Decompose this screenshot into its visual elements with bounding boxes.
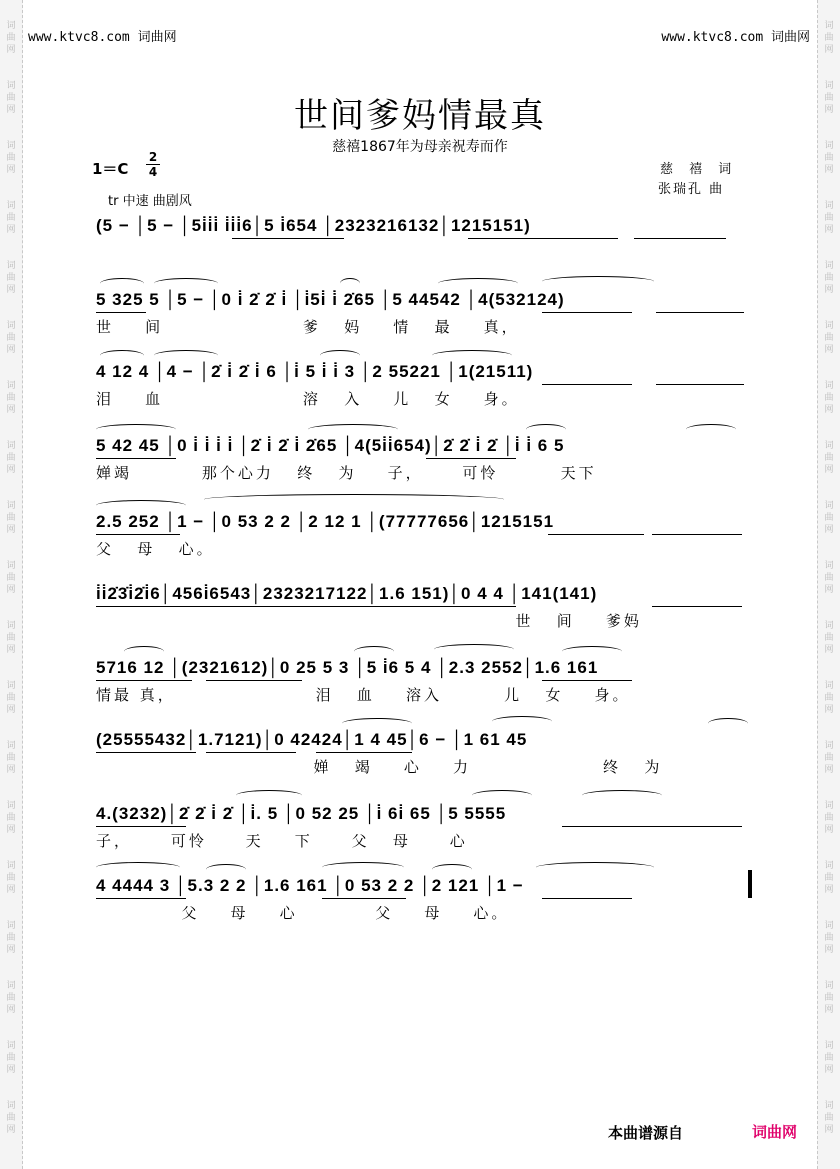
- notation-line: 4 4444 3 │5.3 2 2 │1.6 161 │0 53 2 2 │2 121 │1 −: [96, 876, 524, 895]
- notation-line: (25555432│1.7121)│0 42424│1 4 45│6 − │1 61 45: [96, 730, 528, 749]
- side-watermark: 词 曲 网: [6, 801, 16, 835]
- side-watermark: 词 曲 网: [824, 981, 834, 1015]
- score-row: [96, 658, 756, 728]
- page-title: 世间爹妈情最真: [294, 96, 546, 136]
- side-watermark: 词 曲 网: [824, 921, 834, 955]
- notation-line: 5 325 5 │5 − │0 i̇ 2̇ 2̇ i̇ │i̇5i̇ i̇ 2̇65 │5 44542 │4(532124): [96, 290, 565, 309]
- time-signature-bottom: 4: [148, 165, 158, 179]
- side-watermark: 词 曲 网: [824, 441, 834, 475]
- side-watermark: 词 曲 网: [824, 141, 834, 175]
- final-barline: [748, 870, 752, 898]
- lyric-line: 世 间 爹 妈 情 最 真，: [96, 318, 520, 336]
- header-url-right[interactable]: www.ktvc8.com 词曲网: [661, 30, 810, 45]
- notation-line: i̇i̇2̇3̇i̇2̇i̇6│456i̇6543│2323217122│1.6 151)│0 4 4 │141(141): [96, 584, 598, 603]
- score-row: [96, 216, 756, 286]
- time-signature-top: 2: [148, 150, 158, 164]
- notation-line: 2.5 252 │1 − │0 53 2 2 │2 12 1 │(77777656│1215151: [96, 512, 555, 531]
- side-watermark: 词 曲 网: [6, 501, 16, 535]
- side-watermark: 词 曲 网: [6, 441, 16, 475]
- side-watermark: 词 曲 网: [6, 21, 16, 55]
- lyric-line: 父 母 心 父 母 心。: [96, 904, 510, 922]
- side-watermark: 词 曲 网: [824, 561, 834, 595]
- side-watermark: 词 曲 网: [824, 861, 834, 895]
- notation-line: 4.(3232)│2̇ 2̇ i̇ 2̇ │i̇. 5 │0 52 25 │i̇ 6i̇ 65 │5 5555: [96, 804, 507, 823]
- source-label: 本曲谱源自: [608, 1124, 684, 1142]
- side-watermark: 词 曲 网: [824, 321, 834, 355]
- side-watermark: 词 曲 网: [6, 1041, 16, 1075]
- lyric-line: 世 间 爹妈: [96, 612, 642, 630]
- notation-line: (5 − │5 − │5i̇i̇i̇ i̇i̇i̇6│5 i̇654 │2323216132│1215151): [96, 216, 531, 235]
- side-watermark: 词 曲 网: [6, 1101, 16, 1135]
- side-watermark: 词 曲 网: [824, 1041, 834, 1075]
- lyricist-credit: 慈 禧 词: [660, 162, 738, 177]
- notation-line: 4 12 4 │4 − │2̇ i̇ 2̇ i̇ 6 │i̇ 5 i̇ i̇ 3 │2 55221 │1(21511): [96, 362, 534, 381]
- notation-line: 5716 12 │(2321612)│0 25 5 3 │5 i̇6 5 4 │2.3 2552│1.6 161: [96, 658, 599, 677]
- lyric-line: 泪 血 溶 入 儿 女 身。: [96, 390, 520, 408]
- page-subtitle: 慈禧1867年为母亲祝寿而作: [332, 139, 508, 155]
- side-watermark: 词 曲 网: [824, 621, 834, 655]
- notation-line: 5 42 45 │0 i̇ i̇ i̇ i̇ │2̇ i̇ 2̇ i̇ 2̇65 │4(5i̇i̇654)│2̇ 2̇ i̇ 2̇ │i̇ i̇ 6 5: [96, 436, 565, 455]
- lyric-line: 婵竭 那个心力 终 为 子， 可怜 天下: [96, 464, 597, 482]
- time-signature: [146, 150, 160, 179]
- side-watermark: 词 曲 网: [824, 801, 834, 835]
- side-watermark: 词 曲 网: [6, 81, 16, 115]
- side-watermark: 词 曲 网: [824, 741, 834, 775]
- side-watermark: 词 曲 网: [6, 261, 16, 295]
- side-watermark: 词 曲 网: [824, 501, 834, 535]
- side-watermark: 词 曲 网: [6, 561, 16, 595]
- key-signature: 1＝C: [92, 160, 129, 178]
- side-watermark: 词 曲 网: [6, 621, 16, 655]
- side-watermark: 词 曲 网: [824, 381, 834, 415]
- side-watermark: 词 曲 网: [824, 81, 834, 115]
- score-row: [96, 512, 756, 582]
- side-watermark: 词 曲 网: [824, 1101, 834, 1135]
- side-watermark: 词 曲 网: [6, 741, 16, 775]
- side-watermark: 词 曲 网: [6, 321, 16, 355]
- side-watermark: 词 曲 网: [6, 381, 16, 415]
- side-watermark: 词 曲 网: [824, 261, 834, 295]
- side-watermark: 词 曲 网: [6, 201, 16, 235]
- side-watermark: 词 曲 网: [6, 861, 16, 895]
- side-watermark: 词 曲 网: [824, 21, 834, 55]
- lyric-line: 婵 竭 心 力 终 为: [96, 758, 663, 776]
- lyric-line: 子， 可怜 天 下 父 母 心: [96, 832, 468, 850]
- side-watermark: 词 曲 网: [6, 921, 16, 955]
- side-watermark: 词 曲 网: [6, 681, 16, 715]
- source-site-link[interactable]: 词曲网: [752, 1123, 798, 1141]
- score-row: [96, 876, 756, 946]
- tempo-marking: tr 中速 曲剧风: [108, 194, 192, 209]
- lyric-line: 父 母 心。: [96, 540, 215, 558]
- score-row: [96, 584, 756, 654]
- score-row: [96, 804, 756, 874]
- side-watermark: 词 曲 网: [824, 201, 834, 235]
- side-watermark: 词 曲 网: [6, 141, 16, 175]
- header-url-left[interactable]: www.ktvc8.com 词曲网: [28, 30, 177, 45]
- side-watermark: 词 曲 网: [824, 681, 834, 715]
- score-row: [96, 362, 756, 432]
- lyric-line: 情最 真， 泪 血 溶入 儿 女 身。: [96, 686, 631, 704]
- score-row: [96, 730, 756, 800]
- composer-credit: 张瑞孔 曲: [658, 182, 725, 197]
- side-watermark: 词 曲 网: [6, 981, 16, 1015]
